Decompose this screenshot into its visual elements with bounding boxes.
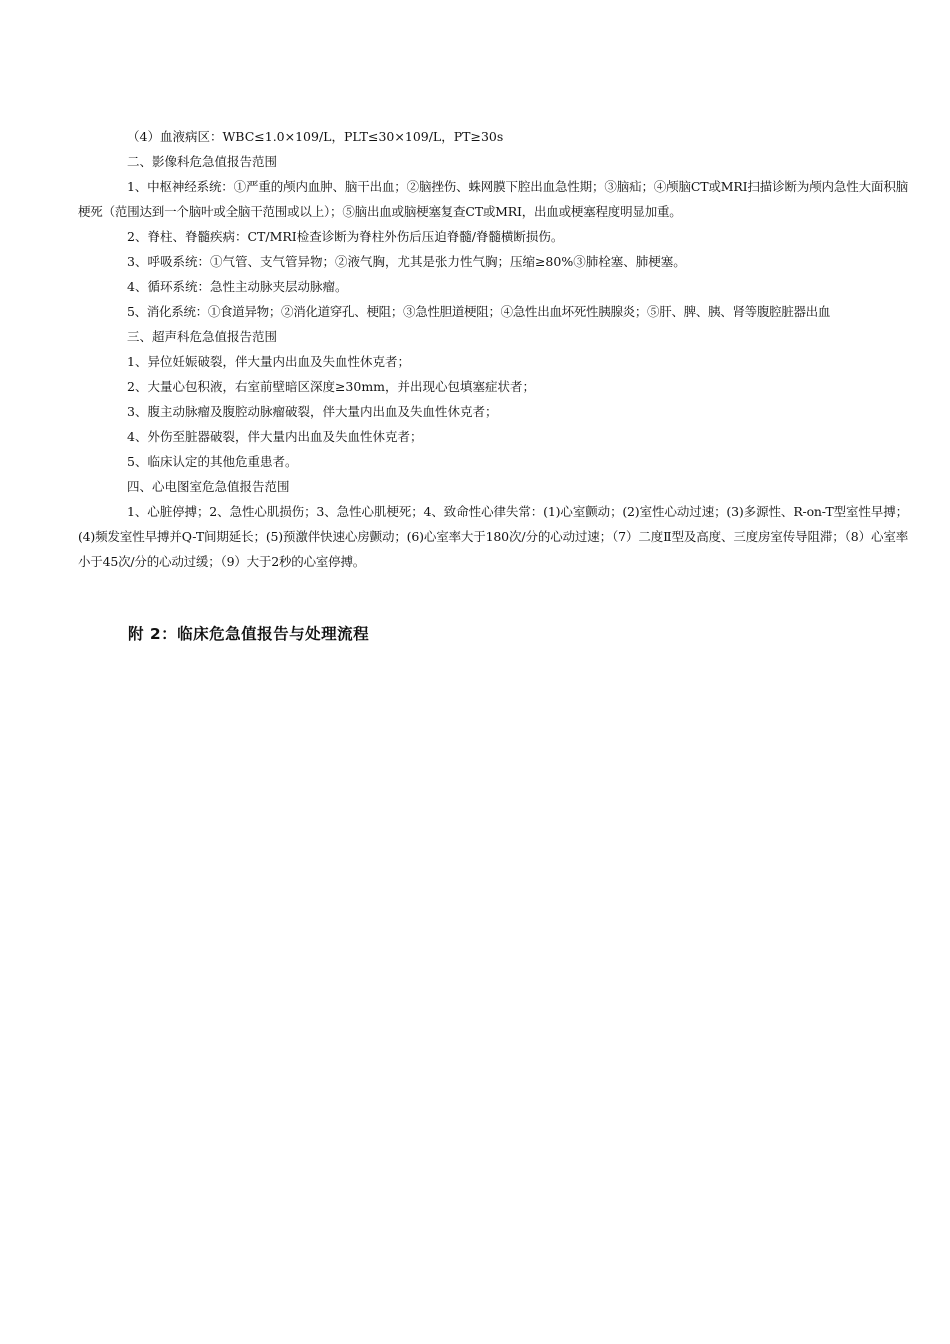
imaging-respiratory-item: 3、呼吸系统：①气管、支气管异物；②液气胸，尤其是张力性气胸；压缩≥80%③肺栓塞、肺梗塞。 xyxy=(127,254,686,269)
imaging-digestive-item: 5、消化系统：①食道异物；②消化道穿孔、梗阻；③急性胆道梗阻；④急性出血坏死性胰腺炎；⑤肝、脾、胰、肾等腹腔脏器出血 xyxy=(127,304,831,319)
ecg-items: 1、心脏停搏；2、急性心肌损伤；3、急性心肌梗死；4、致命性心律失常：(1)心室颤动；(2)室性心动过速；(3)多源性、R-on-T型室性早搏；(4)频发室性早搏并Q-T间期延长；(5)预激伴快速心房颤动；(6)心室率大于180次/分的心动过速；（7）二度Ⅱ型及高度、三度房室传导阻滞；（8）心室率小于45次/分的心动过缓；（9）大于2秒的心室停搏。 xyxy=(78,504,908,569)
document-body xyxy=(78,124,908,574)
ultrasound-item-3: 3、腹主动脉瘤及腹腔动脉瘤破裂，伴大量内出血及失血性休克者； xyxy=(127,404,498,419)
imaging-spine-item: 2、脊柱、脊髓疾病：CT/MRI检查诊断为脊柱外伤后压迫脊髓/脊髓横断损伤。 xyxy=(127,229,564,244)
ultrasound-section-heading: 三、超声科危急值报告范围 xyxy=(127,329,278,344)
imaging-cns-item: 1、中枢神经系统：①严重的颅内血肿、脑干出血；②脑挫伤、蛛网膜下腔出血急性期；③脑疝；④颅脑CT或MRI扫描诊断为颅内急性大面积脑梗死（范围达到一个脑叶或全脑干范围或以上）；⑤脑出血或脑梗塞复查CT或MRI，出血或梗塞程度明显加重。 xyxy=(78,179,908,219)
ecg-section-heading: 四、心电图室危急值报告范围 xyxy=(127,479,290,494)
imaging-circulatory-item: 4、循环系统：急性主动脉夹层动脉瘤。 xyxy=(127,279,348,294)
ultrasound-item-2: 2、大量心包积液，右室前壁暗区深度≥30mm，并出现心包填塞症状者； xyxy=(127,379,536,394)
imaging-section-heading: 二、影像科危急值报告范围 xyxy=(127,154,278,169)
ultrasound-item-4: 4、外伤至脏器破裂，伴大量内出血及失血性休克者； xyxy=(127,429,423,444)
ultrasound-item-5: 5、临床认定的其他危重患者。 xyxy=(127,454,298,469)
appendix-title: 附 2：临床危急值报告与处理流程 xyxy=(128,625,370,643)
ultrasound-item-1: 1、异位妊娠破裂，伴大量内出血及失血性休克者； xyxy=(127,354,410,369)
blood-disease-criteria: （4）血液病区：WBC≤1.0×109/L，PLT≤30×109/L，PT≥30s xyxy=(127,129,504,144)
